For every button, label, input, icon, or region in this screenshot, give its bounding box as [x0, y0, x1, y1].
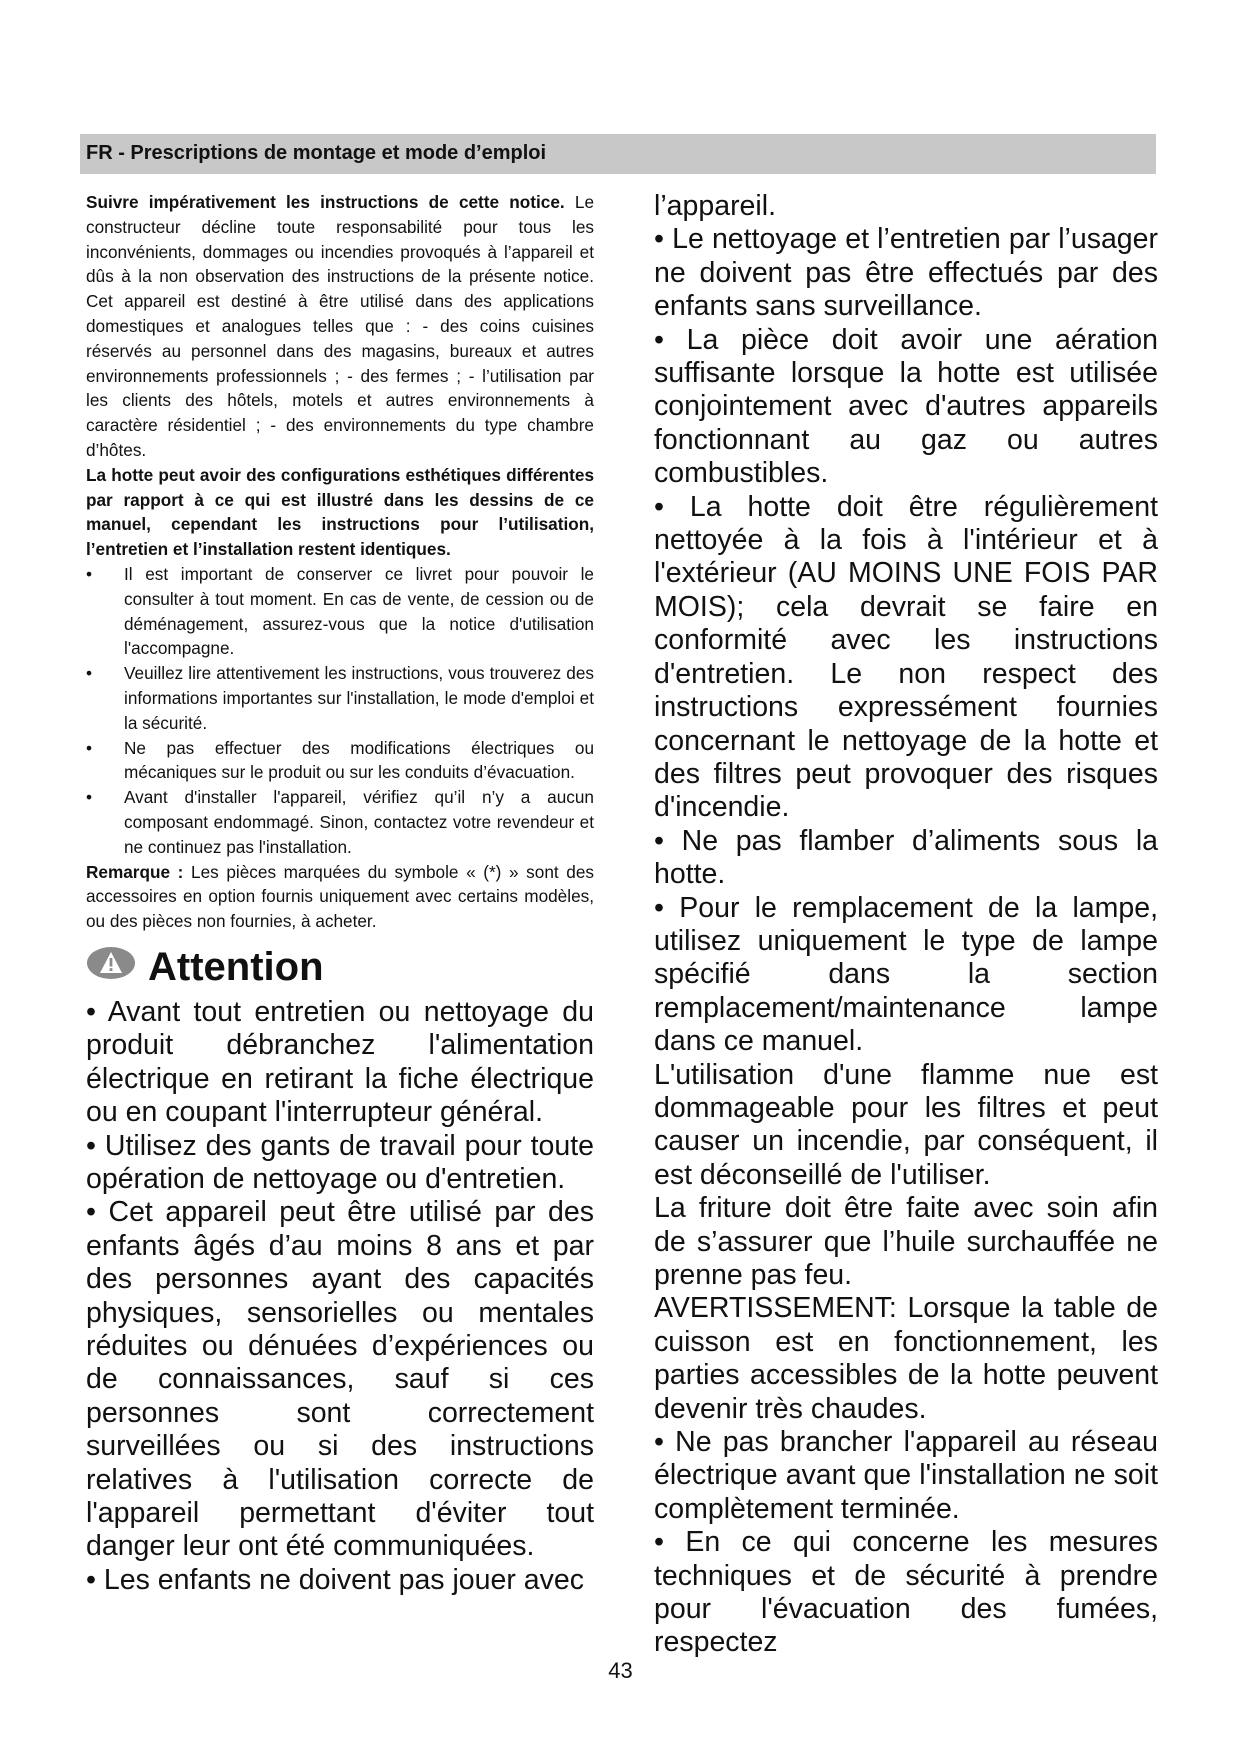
warning-paragraph: • Pour le remplacement de la lampe, utilisez uniquement le type de lampe spécifié dans la section remplacement/maintenance lampe dans ce manuel.: [654, 891, 1158, 1058]
list-item: [86, 661, 594, 735]
remark-text: Les pièces marquées du symbole « (*) » sont des accessoires en option fournis uniquement avec certains modèles, ou des pièces non fournies, à acheter.: [86, 861, 594, 932]
bullet-marker: •: [86, 737, 93, 758]
warning-paragraph: • La pièce doit avoir une aération suffisante lorsque la hotte est utilisée conjointement avec d'autres appareils fonctionnant au gaz ou autres combustibles.: [654, 323, 1158, 490]
warning-paragraph: • Ne pas flamber d’aliments sous la hotte.: [654, 824, 1158, 891]
remark-label: Remarque :: [86, 861, 184, 882]
attention-title: Attention: [148, 944, 324, 989]
left-column: [86, 190, 594, 1597]
list-item: [86, 736, 594, 786]
warning-paragraph: La friture doit être faite avec soin afin de s’assurer que l’huile surchauffée ne prenne pas feu.: [654, 1192, 1158, 1291]
warning-paragraph: • Avant tout entretien ou nettoyage du produit débranchez l'alimentation électrique en retirant la fiche électrique ou en coupant l'interrupteur général.: [86, 995, 594, 1129]
bullet-marker: •: [86, 563, 93, 584]
page-number: 43: [608, 1658, 633, 1683]
bullet-marker: •: [86, 663, 93, 684]
warning-paragraph: • La hotte doit être régulièrement nettoyée à la fois à l'intérieur et à l'extérieur (AU MOINS UNE FOIS PAR MOIS); cela devrait se faire en conformité avec les instructions d'entretien. Le non respect des instructions expressément fournies concernant le nettoyage de la hotte et des filtres peut provoquer des risques d'incendie.: [654, 490, 1158, 824]
warning-paragraph: • Les enfants ne doivent pas jouer avec: [86, 1563, 584, 1596]
list-item: [86, 785, 594, 859]
intro-block: [86, 190, 594, 934]
warning-paragraph: l’appareil.: [654, 190, 776, 222]
list-item-text: Veuillez lire attentivement les instructions, vous trouverez des informations importantes sur l'installation, le mode d'emploi et la sécurité.: [124, 663, 594, 733]
right-column: [654, 190, 1158, 1660]
warning-icon: [86, 946, 136, 980]
list-item-text: Ne pas effectuer des modifications électriques ou mécaniques sur le produit ou sur les conduits d’évacuation.: [124, 737, 594, 783]
warning-paragraph: • Utilisez des gants de travail pour toute opération de nettoyage ou d'entretien.: [86, 1129, 594, 1195]
intro-bold-lead: Suivre impérativement les instructions de cette notice.: [86, 192, 565, 212]
intro-paragraph: [86, 190, 594, 463]
warning-paragraph: • En ce qui concerne les mesures techniques et de sécurité à prendre pour l'évacuation des fumées, respectez: [654, 1526, 1158, 1659]
warning-paragraph: L'utilisation d'une flamme nue est dommageable pour les filtres et peut causer un incendie, par conséquent, il est déconseillé de l'utiliser.: [654, 1058, 1158, 1191]
list-item-text: Avant d'installer l'appareil, vérifiez qu’il n’y a aucun composant endommagé. Sinon, contactez votre revendeur et ne continuez pas l'installation.: [124, 787, 594, 857]
list-item-text: Il est important de conserver ce livret pour pouvoir le consulter à tout moment. En cas de vente, de cession ou de déménagement, assurez-vous que la notice d'utilisation l'accompagne.: [124, 563, 594, 659]
bullet-marker: •: [86, 787, 93, 808]
intro-text: Le constructeur décline toute responsabilité pour tous les inconvénients, dommages ou incendies provoqués à l’appareil et dûs à la non observation des instructions de la présente notice. Cet appareil est destiné à être utilisé dans des applications domestiques et analogues telles que : - des coins cuisines réservés au personnel dans des magasins, bureaux et autres environnements professionnels ; - des fermes ; - l’utilisation par les clients des hôtels, motels et autres environnements à caractère résidentiel ; - des environnements du type chambre d’hôtes.: [86, 192, 595, 460]
left-warnings: [86, 996, 594, 1597]
list-item: [86, 562, 594, 661]
remark-paragraph: [86, 860, 594, 934]
attention-heading: [86, 942, 594, 996]
warning-paragraph: • Ne pas brancher l'appareil au réseau électrique avant que l'installation ne soit complètement terminée.: [654, 1426, 1158, 1525]
section-title: FR - Prescriptions de montage et mode d’emploi: [86, 142, 547, 164]
warning-paragraph: AVERTISSEMENT: Lorsque la table de cuisson est en fonctionnement, les parties accessibles de la hotte peuvent devenir très chaudes.: [654, 1292, 1158, 1425]
warning-paragraph: • Cet appareil peut être utilisé par des enfants âgés d’au moins 8 ans et par des personnes ayant des capacités physiques, sensorielles ou mentales réduites ou dénuées d’expériences ou de connaissances, sauf si ces personnes sont correctement surveillées ou si des instructions relatives à l'utilisation correcte de l'appareil permettant d'éviter tout danger leur ont été communiquées.: [86, 1196, 594, 1563]
bullet-list: [86, 562, 594, 860]
section-header: [80, 134, 1156, 174]
design-note-paragraph: La hotte peut avoir des configurations esthétiques différentes par rapport à ce qui est illustré dans les dessins de ce manuel, cependant les instructions pour l’utilisation, l’entretien et l’installation restent identiques.: [86, 464, 594, 560]
warning-paragraph: • Le nettoyage et l’entretien par l’usager ne doivent pas être effectués par des enfants sans surveillance.: [654, 223, 1158, 323]
